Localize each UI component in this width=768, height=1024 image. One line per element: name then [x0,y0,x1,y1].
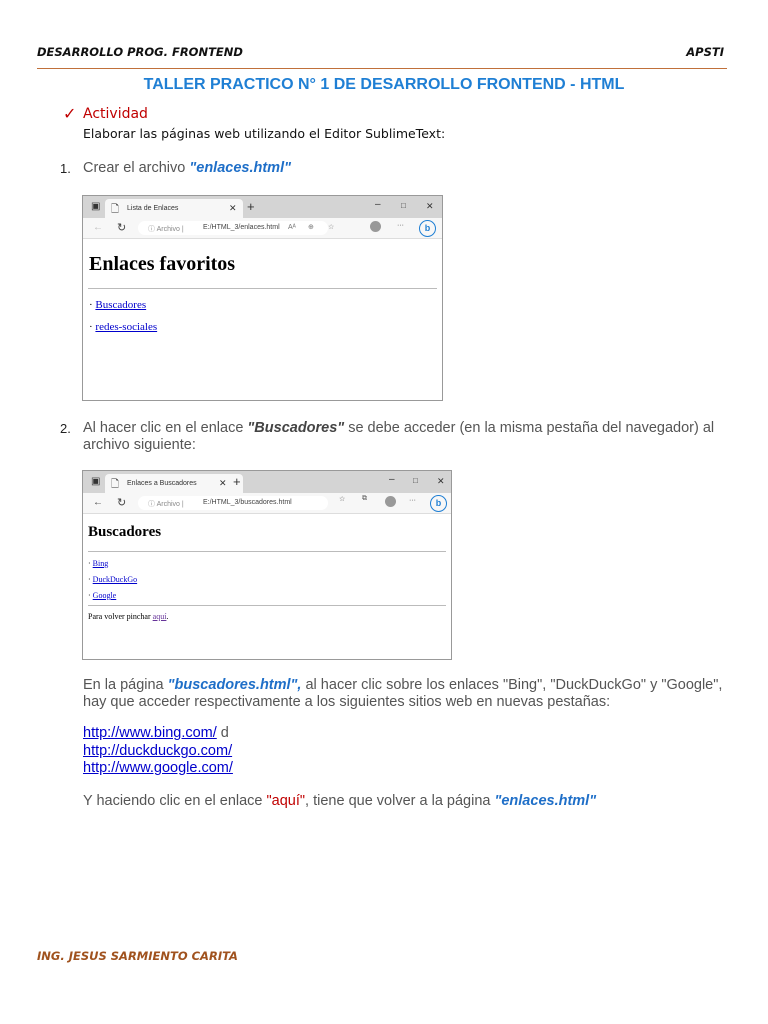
collections-icon: ⧉ [362,495,367,502]
archivo-label: Archivo [156,501,180,508]
close-window-icon: ✕ [426,201,434,211]
activity-text: Elaborar las páginas web utilizando el Editor SublimeText: [83,126,446,141]
minimize-icon: – [375,199,381,210]
close-window-icon: ✕ [437,476,445,486]
step2-text [83,420,714,436]
final-line [83,793,596,809]
more-icon: ··· [397,222,404,229]
link-bing-url[interactable]: http://www.bing.com/ [83,725,217,741]
header-right: APSTI [686,45,724,59]
final-link: "aquí" [266,793,306,809]
final-mid: , tiene que volver a la página [305,793,495,809]
profile-avatar-icon [370,221,381,232]
zoom-icon: ⊕ [308,224,314,231]
para-line2: hay que acceder respectivamente a los siguientes sitios web en nuevas pestañas: [83,694,611,710]
info-icon: ⓘ Archivo | [148,226,184,233]
url-text: E:/HTML_3/enlaces.html [203,224,280,231]
page-heading: Enlaces favoritos [89,253,236,275]
step1-text [83,160,291,176]
activity-label: Actividad [83,106,148,122]
step2-number: 2. [60,421,71,436]
tabs-icon: ▣ [91,201,101,212]
link-google-url[interactable]: http://www.google.com/ [83,760,233,776]
step2-pre: Al hacer clic en el enlace [83,420,248,436]
para-post: al hacer clic sobre los enlaces "Bing", "DuckDuckGo" y "Google", [301,677,723,693]
new-tab-icon: + [233,474,241,489]
para-line1 [83,677,722,693]
close-tab-icon: ✕ [219,478,227,488]
link-bing[interactable]: Bing [92,559,109,568]
browser-tab [105,474,243,493]
step1-number: 1. [60,161,71,176]
step1-label: Crear el archivo [83,160,190,176]
info-icon: ⓘ Archivo | [148,501,184,508]
link-duckduckgo-url[interactable]: http://duckduckgo.com/ [83,743,233,759]
step2-line2: archivo siguiente: [83,437,196,453]
tabs-icon: ▣ [91,476,101,487]
more-icon: ··· [409,497,416,504]
tab-bar [83,196,442,218]
page-title: TALLER PRACTICO N° 1 DE DESARROLLO FRONTEND - HTML [143,76,625,93]
page-content: Buscadores · Bing · DuckDuckGo · Google Para volver pinchar aquí. [83,514,451,621]
final-pre: Y haciendo clic en el enlace [83,793,267,809]
bing-icon: b [430,495,447,512]
browser-screenshot-enlaces [82,195,443,401]
address-bar [83,493,451,514]
page-icon: 🗋 [111,204,120,215]
back-icon: ← [93,497,103,508]
page-content: Enlaces favoritos · Buscadores · redes-sociales [83,239,442,333]
page-icon: 🗋 [111,479,120,490]
maximize-icon: □ [401,201,406,210]
favorites-icon: ☆ [339,496,346,503]
footer-author: ING. JESUS SARMIENTO CARITA [37,949,238,963]
favorite-icon: ☆ [328,224,335,231]
archivo-label: Archivo [156,226,180,233]
back-text: Para volver pinchar [88,612,153,621]
close-tab-icon: ✕ [229,203,237,213]
checkmark-icon: ✓ [63,106,77,123]
browser-screenshot-buscadores [82,470,452,660]
link-buscadores[interactable]: Buscadores [95,299,147,311]
link-redes-sociales[interactable]: redes-sociales [95,321,158,333]
para-file: "buscadores.html", [167,677,302,693]
minimize-icon: – [389,474,395,485]
back-icon: ← [93,222,103,233]
url-suffix: d [216,725,229,741]
browser-tab [105,199,243,218]
address-bar [83,218,442,239]
refresh-icon: ↻ [117,222,127,234]
profile-avatar-icon [385,496,396,507]
bing-icon: b [419,220,436,237]
page-heading: Buscadores [88,524,162,540]
tab-bar [83,471,451,493]
new-tab-icon: + [247,199,255,214]
link-google[interactable]: Google [92,591,117,600]
url-field [138,221,335,235]
tab-title: Enlaces a Buscadores [127,480,197,487]
para-pre: En la página [83,677,168,693]
url-text: E:/HTML_3/buscadores.html [203,499,292,506]
maximize-icon: □ [413,476,418,485]
header-left: DESARROLLO PROG. FRONTEND [37,45,243,59]
url-field [138,496,328,510]
step2-link: "Buscadores" [247,420,345,436]
final-file: "enlaces.html" [494,793,597,809]
refresh-icon: ↻ [117,497,127,509]
step1-file: "enlaces.html" [189,160,291,176]
tab-title: Lista de Enlaces [127,205,179,212]
link-aqui[interactable]: aquí [152,612,167,621]
link-duckduckgo[interactable]: DuckDuckGo [92,575,138,584]
read-aloud-icon: A᠎ᴬ [288,224,296,231]
header-rule [37,68,727,69]
step2-post: se debe acceder (en la misma pestaña del navegador) al [344,420,715,436]
